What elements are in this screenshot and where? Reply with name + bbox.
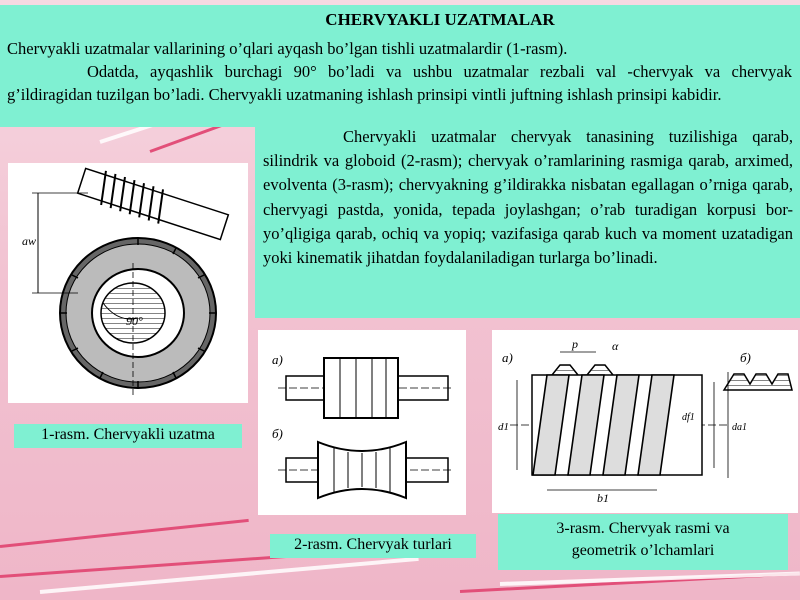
aw-label: aw: [22, 234, 37, 248]
slide-title: CHERVYAKLI UZATMALAR: [325, 10, 555, 29]
figure-2-label-b: б): [272, 426, 283, 441]
figure-3-label-b: б): [740, 350, 751, 365]
alpha-label: α: [612, 339, 619, 353]
figure-2-caption: 2-rasm. Chervyak turlari: [270, 534, 476, 558]
b1-label: b1: [597, 491, 609, 505]
paragraph-angle: Odatda, ayqashlik burchagi 90° bo’ladi va ushbu uzatmalar rezbali val -chervyak va chervyak g’ildiragidan tuzilgan bo’ladi. Chervyakli uzatmaning ishlash prinsipi vintli juftning ishlash prinsipi kabidir.: [7, 62, 792, 104]
figure-3-worm-geometry: [492, 330, 798, 513]
df1-label: df1: [682, 412, 695, 423]
figure-3-caption: [498, 514, 788, 570]
figure-1-caption: 1-rasm. Chervyakli uzatma: [14, 424, 242, 448]
paragraph-types: Chervyakli uzatmalar chervyak tanasining tuzilishiga qarab, silindrik va globoid (2-rasm); chervyak o’ramlarining rasmiga qarab, arximed, evolventa (3-rasm); chervyakning g’ildirakka nisbatan egallagan o’rniga qarab, chervyagi pastda, yonida, tepada joylashgan; o’rab turadigan korpusi bor-yo’qligiga qarab, ochiq va yopiq; vazifasiga qarab kuch va moment uzatadigan yoki kinematik jihatdan foydalaniladigan turlarga bo’linadi.: [263, 127, 793, 268]
da1-label: da1: [732, 422, 747, 433]
figure-1-worm-gear: [8, 163, 248, 403]
d1-label: d1: [498, 421, 509, 433]
figure-3-caption-line2: geometrik o’lchamlari: [571, 542, 715, 559]
figure-3-caption-line1: 3-rasm. Chervyak rasmi va: [556, 520, 730, 537]
figure-3-label-a: a): [502, 350, 513, 365]
angle-label: 90°: [126, 314, 143, 328]
figure-2-worm-types: [258, 330, 466, 515]
paragraph-intro: Chervyakli uzatmalar vallarining o’qlari ayqash bo’lgan tishli uzatmalardir (1-rasm).: [7, 39, 568, 58]
p-label: p: [572, 337, 578, 351]
figure-2-label-a: a): [272, 352, 283, 367]
